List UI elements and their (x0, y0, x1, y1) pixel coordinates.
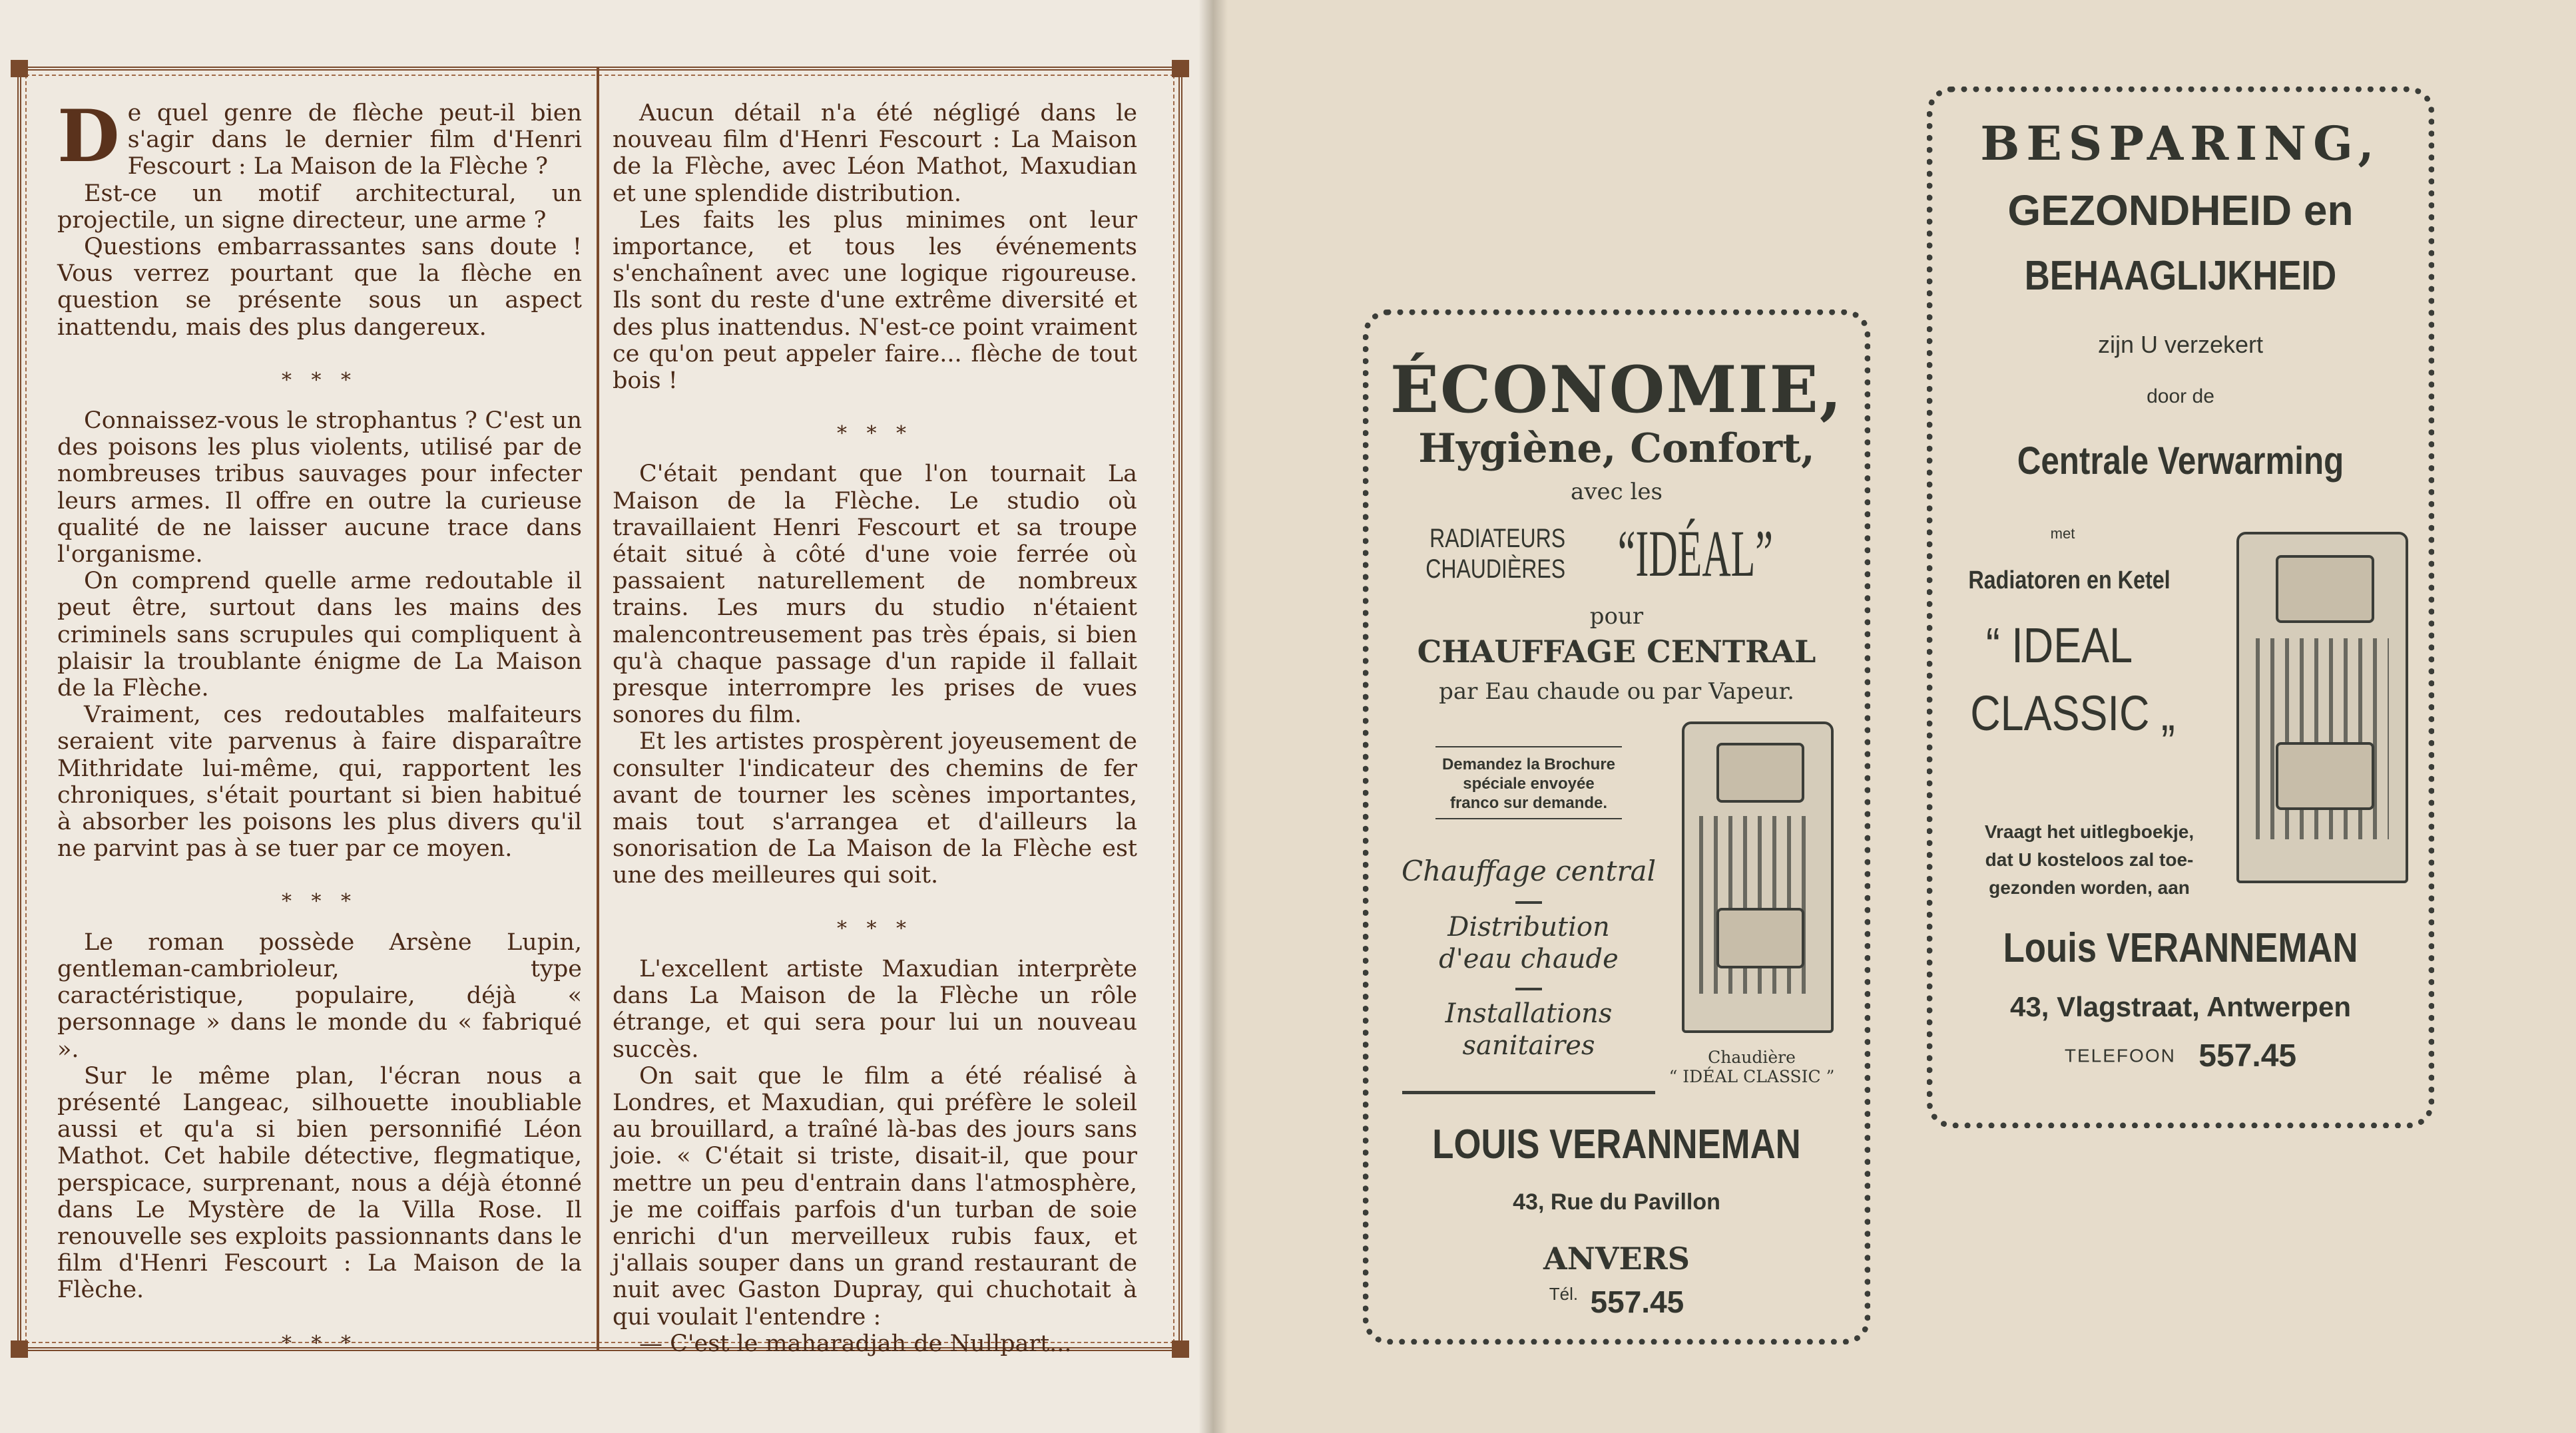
ad-phone-number: 557.45 (2198, 1038, 2297, 1074)
paragraph: L'excellent artiste Maxudian interprète dans La Maison de la Flèche un rôle étrange, et qui sera pour lui un nouveau succès. (613, 955, 1137, 1063)
section-separator: * * * (281, 1331, 358, 1355)
ad-headline: GEZONDHEID en (2007, 186, 2354, 234)
paragraph: Questions embarrassantes sans doute ! Vous verrez pourtant que la flèche en question se présente sous un aspect inattendu, mais des plus dangereux. (57, 234, 582, 341)
ad-phone (1369, 1284, 1864, 1320)
ad-phone-number: 557.45 (1590, 1285, 1684, 1319)
ad-brochure-note: Demandez la Brochure spéciale envoyée franco sur demande. (1441, 755, 1616, 812)
ad-phone (1933, 1038, 2428, 1074)
article-column-2 (613, 100, 1137, 1357)
column-divider (597, 67, 599, 1351)
ad-brand-name: “ IDEAL (1985, 618, 2133, 673)
frame-corner-ornament (1172, 1340, 1189, 1358)
ad-brand-label: RADIATEURS CHAUDIÈRES (1425, 523, 1566, 584)
ad-headline: ÉCONOMIE, (1390, 352, 1844, 427)
ad-headline: BEHAAGLIJKHEID (2024, 253, 2337, 299)
paragraph: Et les artistes prospèrent joyeusement de consulter l'indicateur des chemins de fer avant de tourner les scènes importantes, mais tout s'arrangea et d'ailleurs la sonorisation de La Maison de la Flèche est une des meilleures qui soit. (613, 728, 1137, 889)
ad-brand-block (1369, 515, 1864, 588)
paragraph: Les faits les plus minimes ont leur importance, et tous les événements s'enchaînent avec une logique rigoureuse. Ils sont du reste d'une extrême diversité et des plus inattendus. N'est-ce point vraiment ce qu'on peut appeler faire... flèche de tout bois ! (613, 206, 1137, 395)
section-separator: * * * (836, 422, 913, 446)
frame-corner-ornament (1172, 60, 1189, 77)
divider (1435, 818, 1622, 819)
ad-service: Distribution d'eau chaude (1439, 912, 1619, 974)
paragraph: e quel genre de flèche peut-il bien s'agir dans le dernier film d'Henri Fescourt : La Maison de la Flèche ? (127, 100, 582, 180)
divider (1402, 1091, 1655, 1094)
divider (1435, 746, 1622, 747)
ad-text: Radiatoren en Ketel (1968, 566, 2171, 594)
ad-address: 43, Vlagstraat, Antwerpen (2010, 991, 2351, 1022)
paragraph: — C'est le maharadjah de Nullpart... (639, 1330, 1072, 1357)
ad-brand-name: “IDÉAL” (1617, 516, 1773, 590)
ad-text: door de (2147, 385, 2214, 407)
paragraph: Connaissez-vous le strophantus ? C'est un des poisons les plus violents, utilisé par de nombreuses tribus sauvages pour infecter leurs armes. Il offre en outre la curieuse qualité de ne laisser aucune trace dans l'organisme. (57, 407, 582, 568)
ad-service-title: Centrale Verwarming (2017, 439, 2344, 483)
ad-text: Vraagt het uitlegboekje, dat U kosteloos zal toe- gezonden worden, aan (1984, 821, 2194, 898)
ad-city: ANVERS (1543, 1241, 1690, 1277)
page-gutter (1198, 0, 1228, 1433)
ad-company-name: LOUIS VERANNEMAN (1432, 1122, 1801, 1167)
boiler-illustration (2236, 532, 2408, 883)
ad-address: 43, Rue du Pavillon (1513, 1189, 1720, 1215)
ad-phone-label: TELEFOON (2064, 1045, 2176, 1066)
ad-service: Installations sanitaires (1445, 998, 1613, 1061)
ad-company-name: Louis VERANNEMAN (2003, 925, 2358, 971)
boiler-illustration (1682, 721, 1834, 1033)
frame-corner-ornament (11, 1340, 28, 1358)
section-separator: * * * (281, 890, 358, 914)
advertisement-dutch (1927, 87, 2434, 1128)
paragraph: On sait que le film a été réalisé à Londres, et Maxudian, qui préfère le soleil au brouillard, a traîné là-bas des jours sans joie. « C'était si triste, disait-il, que pour mettre un peu d'entrain dans l'atmosphère, je me coiffais parfois d'un turban de soie enrichi d'un merveilleux rubis faux, et j'allais souper dans un grand restaurant de nuit avec Gaston Dupray, qui chuchotait à qui voulait l'entendre : (613, 1062, 1137, 1331)
ad-text: pour (1589, 603, 1644, 630)
advertisement-french (1363, 309, 1870, 1344)
ad-text: par Eau chaude ou par Vapeur. (1439, 678, 1794, 705)
paragraph: Le roman possède Arsène Lupin, gentleman-cambrioleur, type caractéristique, populaire, déjà « personnage » dans le monde du « fabriqué ». (57, 928, 582, 1063)
frame-corner-ornament (11, 60, 28, 77)
paragraph: On comprend quelle arme redoutable il peut être, surtout dans les mains des criminels sans scrupules qui compliquent à plaisir la troublante énigme de La Maison de la Flèche. (57, 568, 582, 702)
ad-phone-label: Tél. (1549, 1284, 1579, 1304)
ad-brand-name: CLASSIC „ (1970, 686, 2175, 741)
ad-illustration-caption: Chaudière “ IDÉAL CLASSIC ” (1669, 1048, 1835, 1086)
ad-service: Chauffage central (1401, 855, 1657, 887)
ad-subheadline: Hygiène, Confort, (1418, 425, 1815, 472)
divider (1515, 901, 1542, 904)
ad-text: avec les (1571, 479, 1663, 505)
ad-text: met (2050, 525, 2075, 542)
paragraph: Vraiment, ces redoutables malfaiteurs seraient vite parvenus à faire disparaître Mithridate lui-même, qui, rapportent les chroniques, s'était pourtant si bien habitué à absorber les poisons les plus divers qu'il ne parvint pas à se tuer par ce moyen. (57, 702, 582, 863)
ad-text: zijn U verzekert (2097, 331, 2264, 358)
drop-cap: D (57, 95, 120, 178)
divider (1515, 988, 1542, 990)
paragraph: Est-ce un motif architectural, un projectile, un signe directeur, une arme ? (57, 180, 582, 234)
article-column-1 (57, 95, 582, 1370)
section-separator: * * * (836, 917, 913, 940)
ad-headline: BESPARING, (1980, 116, 2381, 171)
ad-service-title: CHAUFFAGE CENTRAL (1417, 634, 1816, 670)
paragraph: Aucun détail n'a été négligé dans le nouveau film d'Henri Fescourt : La Maison de la Flèche, avec Léon Mathot, Maxudian et une splendide distribution. (613, 100, 1137, 207)
paragraph: C'était pendant que l'on tournait La Maison de la Flèche. Le studio où travaillaient Henri Fescourt et sa troupe était situé à côté d'une voie ferrée où passaient naturellement de nombreux trains. Les murs du studio n'étaient malencontreusement pas très épais, si bien qu'à chaque passage d'un rapide il fallait presque interrompre les prises de vues sonores du film. (613, 461, 1137, 729)
paragraph: Sur le même plan, l'écran nous a présenté Langeac, silhouette inoubliable aussi et qu'a si bien personnifié Léon Mathot. Cet habile détective, flegmatique, perspicace, surprenant, nous a déjà étonné dans Le Mystère de la Villa Rose. Il renouvelle ses exploits passionnants dans le film d'Henri Fescourt : La Maison de la Flèche. (57, 1062, 582, 1304)
section-separator: * * * (281, 368, 358, 392)
